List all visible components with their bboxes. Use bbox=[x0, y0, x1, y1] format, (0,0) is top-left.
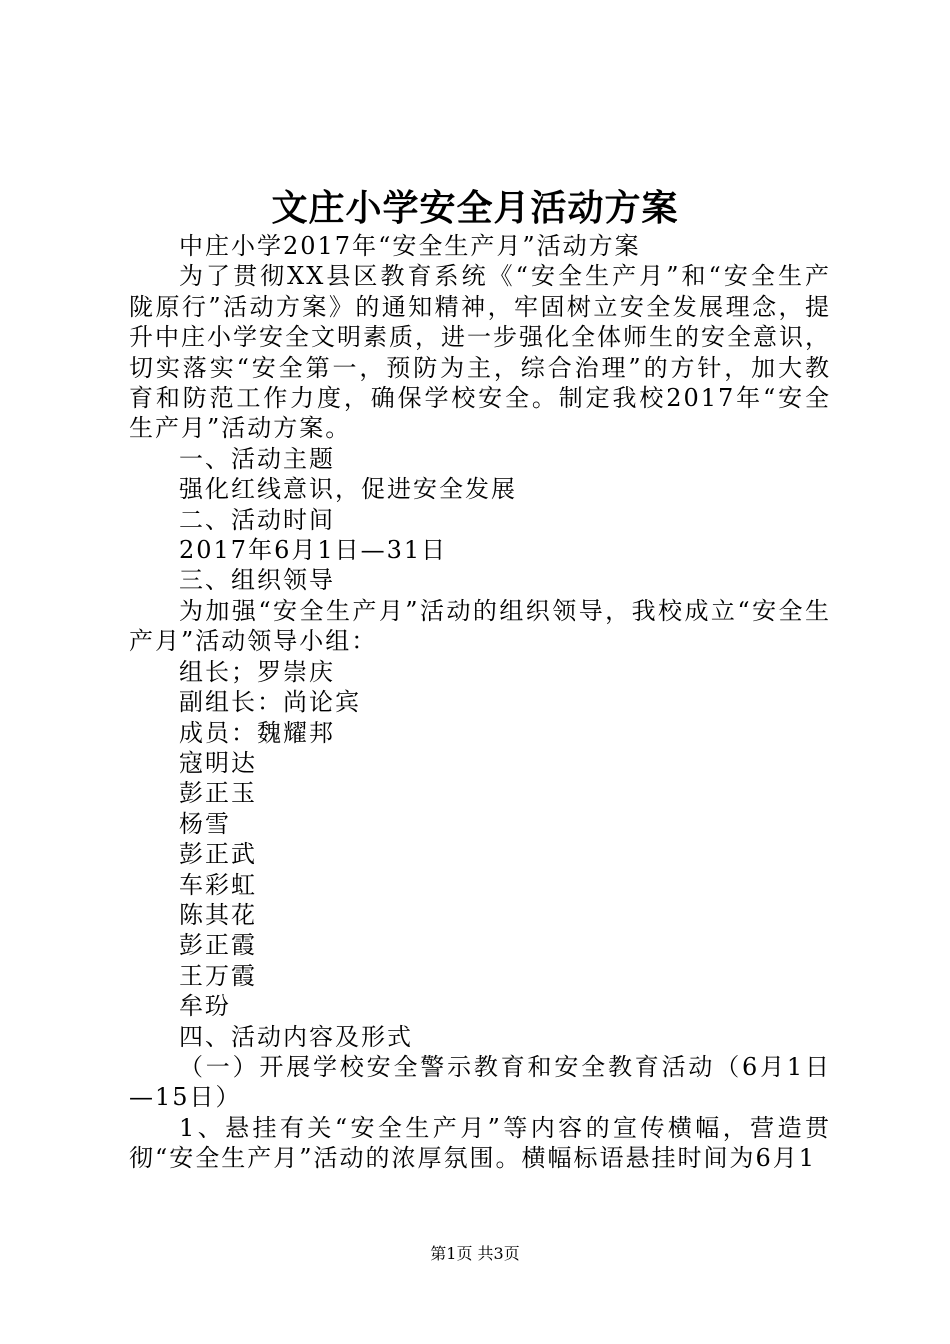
list-item: 副组长：尚论宾 bbox=[179, 688, 361, 717]
paragraph: 1、悬挂有关“安全生产月”等内容的宣传横幅，营造贯彻“安全生产月”活动的浓厚氛围。横幅标语悬挂时间为6月1 bbox=[129, 1113, 831, 1173]
document-body bbox=[129, 231, 831, 1174]
page-footer: 第1页 共3页 bbox=[430, 1244, 520, 1263]
document-title: 文庄小学安全月活动方案 bbox=[271, 187, 679, 229]
paragraph: 为了贯彻XX县区教育系统《“安全生产月”和“安全生产陇原行”活动方案》的通知精神，牢固树立安全发展理念，提升中庄小学安全文明素质，进一步强化全体师生的安全意识，切实落实“安全第一，预防为主，综合治理”的方针，加大教育和防范工作力度，确保学校安全。制定我校2017年“安全生产月”活动方案。 bbox=[129, 262, 831, 443]
paragraph: 中庄小学2017年“安全生产月”活动方案 bbox=[179, 232, 641, 260]
list-item: 彭正玉 bbox=[179, 779, 257, 808]
list-item: 牟玢 bbox=[179, 992, 231, 1021]
section-heading: 一、活动主题 bbox=[179, 444, 335, 473]
list-item: 成员：魏耀邦 bbox=[179, 718, 335, 747]
list-item: 彭正霞 bbox=[179, 931, 257, 960]
list-item: 车彩虹 bbox=[179, 870, 257, 899]
list-item: 陈其花 bbox=[179, 900, 257, 929]
section-heading: 三、组织领导 bbox=[179, 566, 335, 595]
paragraph: （一）开展学校安全警示教育和安全教育活动（6月1日—15日） bbox=[129, 1052, 831, 1112]
list-item: 王万霞 bbox=[179, 961, 257, 990]
paragraph: 强化红线意识，促进安全发展 bbox=[179, 475, 517, 504]
list-item: 组长；罗崇庆 bbox=[179, 657, 335, 686]
list-item: 寇明达 bbox=[179, 748, 257, 777]
list-item: 杨雪 bbox=[179, 809, 231, 838]
paragraph: 为加强“安全生产月”活动的组织领导，我校成立“安全生产月”活动领导小组： bbox=[129, 596, 831, 656]
list-item: 彭正武 bbox=[179, 840, 257, 869]
section-heading: 四、活动内容及形式 bbox=[179, 1022, 413, 1051]
paragraph: 2017年6月1日—31日 bbox=[179, 536, 448, 565]
section-heading: 二、活动时间 bbox=[179, 505, 335, 534]
